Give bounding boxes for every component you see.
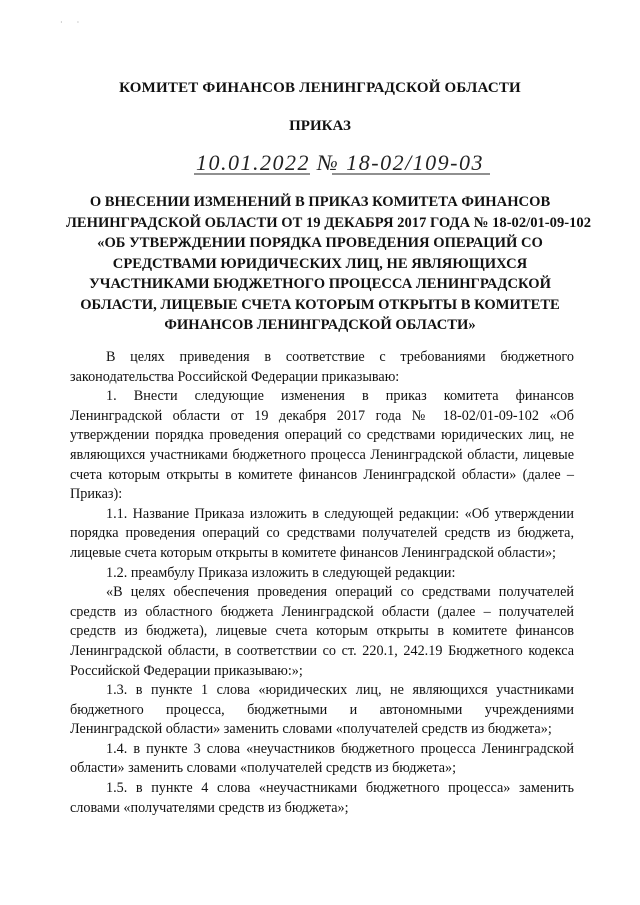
heading-line: «ОБ УТВЕРЖДЕНИИ ПОРЯДКА ПРОВЕДЕНИЯ ОПЕРАЦИЙ СО — [97, 235, 543, 251]
clause-1-4-paragraph: 1.4. в пункте 3 слова «неучастников бюджетного процесса Ленинградской области» заменить словами «получателей средств из бюджета»; — [70, 740, 574, 777]
handwritten-text: 10.01.2022 № 18-02/109-03 — [196, 150, 485, 175]
heading-line: СРЕДСТВАМИ ЮРИДИЧЕСКИХ ЛИЦ, НЕ ЯВЛЯЮЩИХСЯ — [112, 255, 528, 272]
order-body — [70, 348, 574, 818]
order-heading — [66, 192, 591, 336]
clause-1-2-paragraph: 1.2. преамбулу Приказа изложить в следующей редакции: — [106, 564, 456, 581]
handwritten-date-number — [192, 150, 492, 180]
committee-name: КОМИТЕТ ФИНАНСОВ ЛЕНИНГРАДСКОЙ ОБЛАСТИ — [119, 80, 521, 96]
preamble-quote-paragraph: «В целях обеспечения проведения операций со средствами получателей средств из областного бюджета Ленинградской области (далее – получателей средств из бюджета), лицевые счета которым открыты в комитете финансов Ленинградской области, в соответствии со ст. 220.1, 242.19 Бюджетного кодекса Российской Федерации приказываю:»; — [70, 584, 574, 679]
clause-1-3-paragraph: 1.3. в пункте 1 слова «юридических лиц, не являющихся участниками бюджетного процесса, бюджетными и автономными учреждениями Ленинградской области» заменить словами «получателей средств из бюджета»; — [70, 682, 574, 738]
preamble-paragraph: В целях приведения в соответствие с требованиями бюджетного законодательства Российской Федерации приказываю: — [70, 349, 574, 385]
heading-line: ЛЕНИНГРАДСКОЙ ОБЛАСТИ ОТ 19 ДЕКАБРЯ 2017 ГОДА № 18-02/01-09-102 — [66, 214, 591, 231]
heading-line: ФИНАНСОВ ЛЕНИНГРАДСКОЙ ОБЛАСТИ» — [164, 317, 476, 333]
heading-line: УЧАСТНИКАМИ БЮДЖЕТНОГО ПРОЦЕССА ЛЕНИНГРАДСКОЙ — [89, 276, 551, 292]
heading-line: ОБЛАСТИ, ЛИЦЕВЫЕ СЧЕТА КОТОРЫМ ОТКРЫТЫ В КОМИТЕТЕ — [80, 296, 560, 313]
order-label: ПРИКАЗ — [289, 118, 351, 134]
scan-artifact: · · — [60, 18, 86, 27]
clause-1-5-paragraph: 1.5. в пункте 4 слова «неучастниками бюджетного процесса» заменить словами «получателями средств из бюджета»; — [70, 780, 574, 816]
clause-1-paragraph: 1. Внести следующие изменения в приказ комитета финансов Ленинградской области от 19 декабря 2017 года № 18-02/01-09-102 «Об утверждении порядка проведения операций со средствами юридических лиц, не являющихся участниками бюджетного процесса Ленинградской области, лицевые счета которым открыты в комитете финансов Ленинградской области» (далее – Приказ): — [70, 388, 574, 503]
handwritten-date-number-graphic — [192, 150, 492, 180]
clause-1-1-paragraph: 1.1. Название Приказа изложить в следующей редакции: «Об утверждении порядка проведения операций со средствами получателей средств из бюджета, лицевые счета которым открыты в комитете финансов Ленинградской области»; — [70, 505, 574, 561]
heading-line: О ВНЕСЕНИИ ИЗМЕНЕНИЙ В ПРИКАЗ КОМИТЕТА ФИНАНСОВ — [89, 194, 551, 210]
